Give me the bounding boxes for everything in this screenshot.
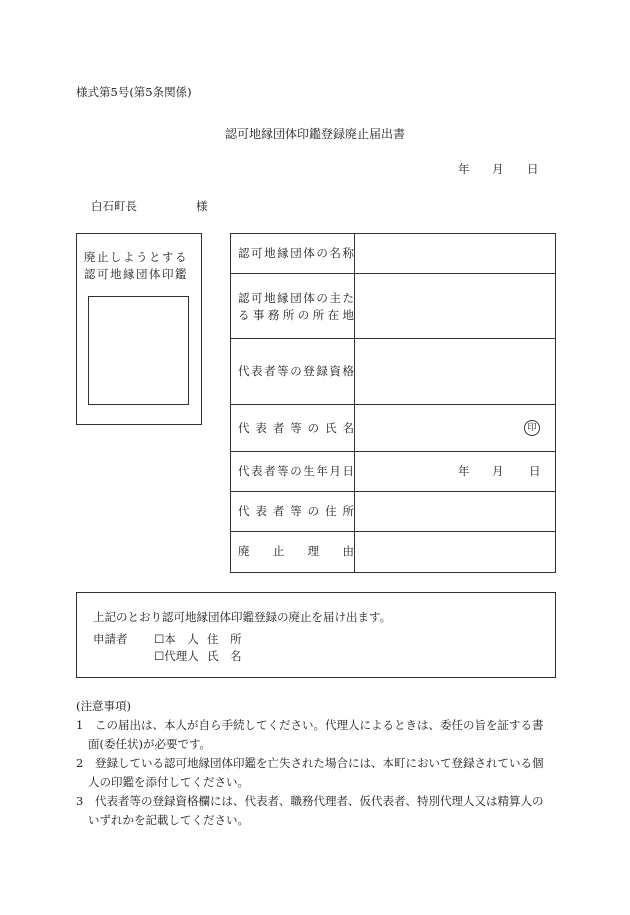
date-day-label: 日 xyxy=(527,162,539,176)
note-1-line2: 面(委任状)が必要です。 xyxy=(88,737,212,751)
representative-name-field[interactable] xyxy=(355,405,520,451)
seal-mark-icon: 印 xyxy=(524,420,540,436)
birthdate-year-label: 年 xyxy=(458,464,470,478)
group-name-field[interactable] xyxy=(355,234,555,273)
label-registration-qualification: 代表者等の登録資格 xyxy=(238,364,354,378)
note-2-number: 2 xyxy=(76,756,84,770)
label-abolition-reason: 廃止理由 xyxy=(238,544,354,558)
date-month-label: 月 xyxy=(492,162,504,176)
applicant-address-label: 住 所 xyxy=(207,632,242,646)
note-3-line2: いずれかを記載してください。 xyxy=(88,813,249,827)
note-3-line1: 代表者等の登録資格欄には、代表者、職務代理者、仮代表者、特別代理人又は精算人の xyxy=(95,794,544,808)
birthdate-day-label: 日 xyxy=(529,464,541,478)
seal-stamp-area[interactable] xyxy=(88,296,189,405)
birthdate-month-label: 月 xyxy=(492,464,504,478)
applicant-label: 申請者 xyxy=(93,632,128,646)
date-year-label: 年 xyxy=(458,162,470,176)
representative-address-field[interactable] xyxy=(355,492,555,531)
note-1-line1: この届出は、本人が自ら手続してください。代理人によるときは、委任の旨を証する書 xyxy=(95,718,544,732)
applicant-name-label: 氏 名 xyxy=(207,649,242,663)
representative-birthdate-field[interactable] xyxy=(355,452,455,491)
seal-box-label-line2: 認可地縁団体印鑑 xyxy=(84,267,188,281)
label-office-location-line2: る事務所の所在地 xyxy=(238,308,354,322)
note-3-number: 3 xyxy=(76,794,84,808)
applicant-option-agent[interactable]: ☐代理人 xyxy=(154,649,199,663)
page-title: 認可地縁団体印鑑登録廃止届出書 xyxy=(225,127,406,141)
declaration-box xyxy=(76,592,556,678)
label-group-name: 認可地縁団体の名称 xyxy=(238,246,354,260)
form-number: 様式第5号(第5条関係) xyxy=(76,85,192,99)
label-representative-address: 代表者等の住所 xyxy=(238,504,354,518)
addressee-honorific: 様 xyxy=(196,199,208,213)
label-representative-name: 代表者等の氏名 xyxy=(238,421,354,435)
abolition-reason-field[interactable] xyxy=(355,532,555,572)
label-office-location-line1: 認可地縁団体の主た xyxy=(238,291,354,305)
declaration-text: 上記のとおり認可地縁団体印鑑登録の廃止を届け出ます。 xyxy=(93,610,392,624)
note-2-line1: 登録している認可地縁団体印鑑を亡失された場合には、本町において登録されている個 xyxy=(95,756,544,770)
applicant-option-self[interactable]: ☐本 人 xyxy=(154,632,199,646)
addressee-mayor: 白石町長 xyxy=(91,199,137,213)
note-1-number: 1 xyxy=(76,718,84,732)
note-2-line2: 人の印鑑を添付してください。 xyxy=(88,775,249,789)
office-location-field[interactable] xyxy=(355,274,555,338)
seal-box-label-line1: 廃止しようとする xyxy=(84,250,188,264)
notes-heading: (注意事項) xyxy=(76,699,131,713)
registration-qualification-field[interactable] xyxy=(355,339,555,404)
label-representative-birthdate: 代表者等の生年月日 xyxy=(238,464,354,478)
